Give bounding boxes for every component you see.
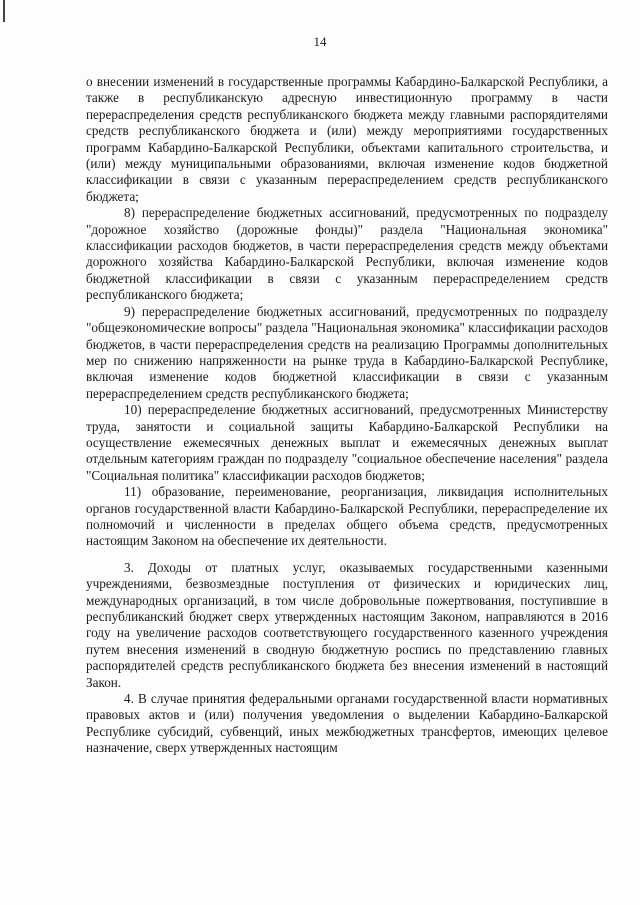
- paragraph-item-10: 10) перераспределение бюджетных ассигнований, предусмотренных Министерству труда, занятости и социальной защиты Кабардино-Балкарской Республики на осуществление ежемесячных денежных выплат и ежемесячных денежных выплат отдельным категориям граждан по подразделу "социальное обеспечение населения" раздела "Социальная политика" классификации расходов бюджетов;: [86, 402, 608, 483]
- paragraph-continuation: о внесении изменений в государственные программы Кабардино-Балкарской Республики, а также в республиканскую адресную инвестиционную программу в части перераспределения средств республиканского бюджета между главными распорядителями средств республиканского бюджета и (или) между мероприятиями государственных программ Кабардино-Балкарской Республики, объектами капитального строительства, и (или) между муниципальными образованиями, включая изменение кодов бюджетной классификации в связи с указанным перераспределением средств республиканского бюджета;: [86, 74, 608, 204]
- scan-edge-mark: [3, 0, 5, 22]
- paragraph-section-4: 4. В случае принятия федеральными органами государственной власти нормативных правовых актов и (или) получения уведомления о выделении Кабардино-Балкарской Республике субсидий, субвенций, иных межбюджетных трансфертов, имеющих целевое назначение, сверх утвержденных настоящим: [86, 691, 608, 756]
- paragraph-item-8: 8) перераспределение бюджетных ассигнований, предусмотренных по подразделу "дорожное хозяйство (дорожные фонды)" раздела "Национальная экономика" классификации расходов бюджетов, в части перераспределения средств между объектами дорожного хозяйства Кабардино-Балкарской Республики, включая изменение кодов бюджетной классификации в связи с указанным перераспределением средств республиканского бюджета;: [86, 205, 608, 303]
- paragraph-section-3: 3. Доходы от платных услуг, оказываемых государственными казенными учреждениями, безвозмездные поступления от физических и юридических лиц, международных организаций, в том числе добровольные пожертвования, поступившие в республиканский бюджет сверх утвержденных настоящим Законом, направляются в 2016 году на увеличение расходов соответствующего государственного казенного учреждения путем внесения изменений в сводную бюджетную роспись по представлению главных распорядителей средств республиканского бюджета без внесения изменений в настоящий Закон.: [86, 559, 608, 690]
- paragraph-item-9: 9) перераспределение бюджетных ассигнований, предусмотренных по подразделу "общеэкономические вопросы" раздела "Национальная экономика" классификации расходов бюджетов, в части перераспределения средств на реализацию Программы дополнительных мер по снижению напряженности на рынке труда в Кабардино-Балкарской Республике, включая изменение кодов бюджетной классификации в связи с указанным перераспределением средств республиканского бюджета;: [86, 303, 608, 401]
- document-body: [86, 74, 608, 757]
- page-number: 14: [313, 34, 327, 49]
- paragraph-item-11: 11) образование, переименование, реорганизация, ликвидация исполнительных органов государственной власти Кабардино-Балкарской Республики, перераспределение их полномочий и численности в пределах общего объема средств, предусмотренных настоящим Законом на обеспечение их деятельности.: [86, 484, 608, 549]
